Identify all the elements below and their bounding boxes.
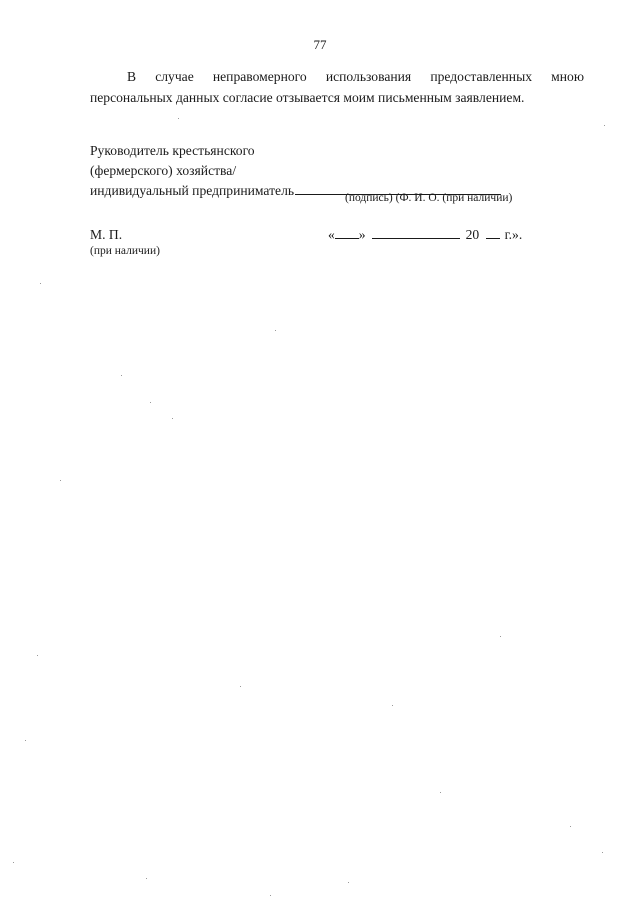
date-suffix: г.». [504,227,523,242]
date-year-blank[interactable] [486,227,500,239]
date-century: 20 [465,227,480,242]
scan-speck [392,705,393,706]
date-month-blank[interactable] [372,227,460,239]
date-open-quote: « [328,227,335,242]
signature-role-line-1: Руководитель крестьянского [90,143,255,158]
seal-label: М. П. [90,227,123,242]
scan-speck [270,895,271,896]
scan-speck [570,826,571,827]
scan-speck [146,878,147,879]
signature-role-line-2: (фермерского) хозяйства/ [90,163,237,178]
consent-paragraph-line-1: В случае неправомерного использования предоставленных мною [127,69,584,84]
signature-role-line-3: индивидуальный предприниматель [90,183,295,198]
scan-speck [60,480,61,481]
scan-speck [440,792,441,793]
scan-speck [121,375,122,376]
scan-speck [13,862,14,863]
date-line [328,227,522,243]
scan-speck [40,283,41,284]
scan-speck [604,125,605,126]
signature-caption: (подпись) (Ф. И. О. (при наличии) [345,192,513,204]
date-close-quote: » [358,227,366,242]
scan-speck [348,882,349,883]
page-number: 77 [313,37,327,52]
scan-speck [602,852,603,853]
scan-speck [172,418,173,419]
scan-speck [500,636,501,637]
seal-caption: (при наличии) [90,245,160,257]
scan-speck [240,686,241,687]
consent-paragraph-line-2: персональных данных согласие отзывается моим письменным заявлением. [90,90,525,105]
consent-paragraph [90,66,584,108]
scan-speck [37,655,38,656]
date-day-blank[interactable] [335,227,359,239]
scan-speck [150,402,151,403]
scan-speck [275,330,276,331]
scan-speck [25,740,26,741]
scan-speck [178,118,179,119]
